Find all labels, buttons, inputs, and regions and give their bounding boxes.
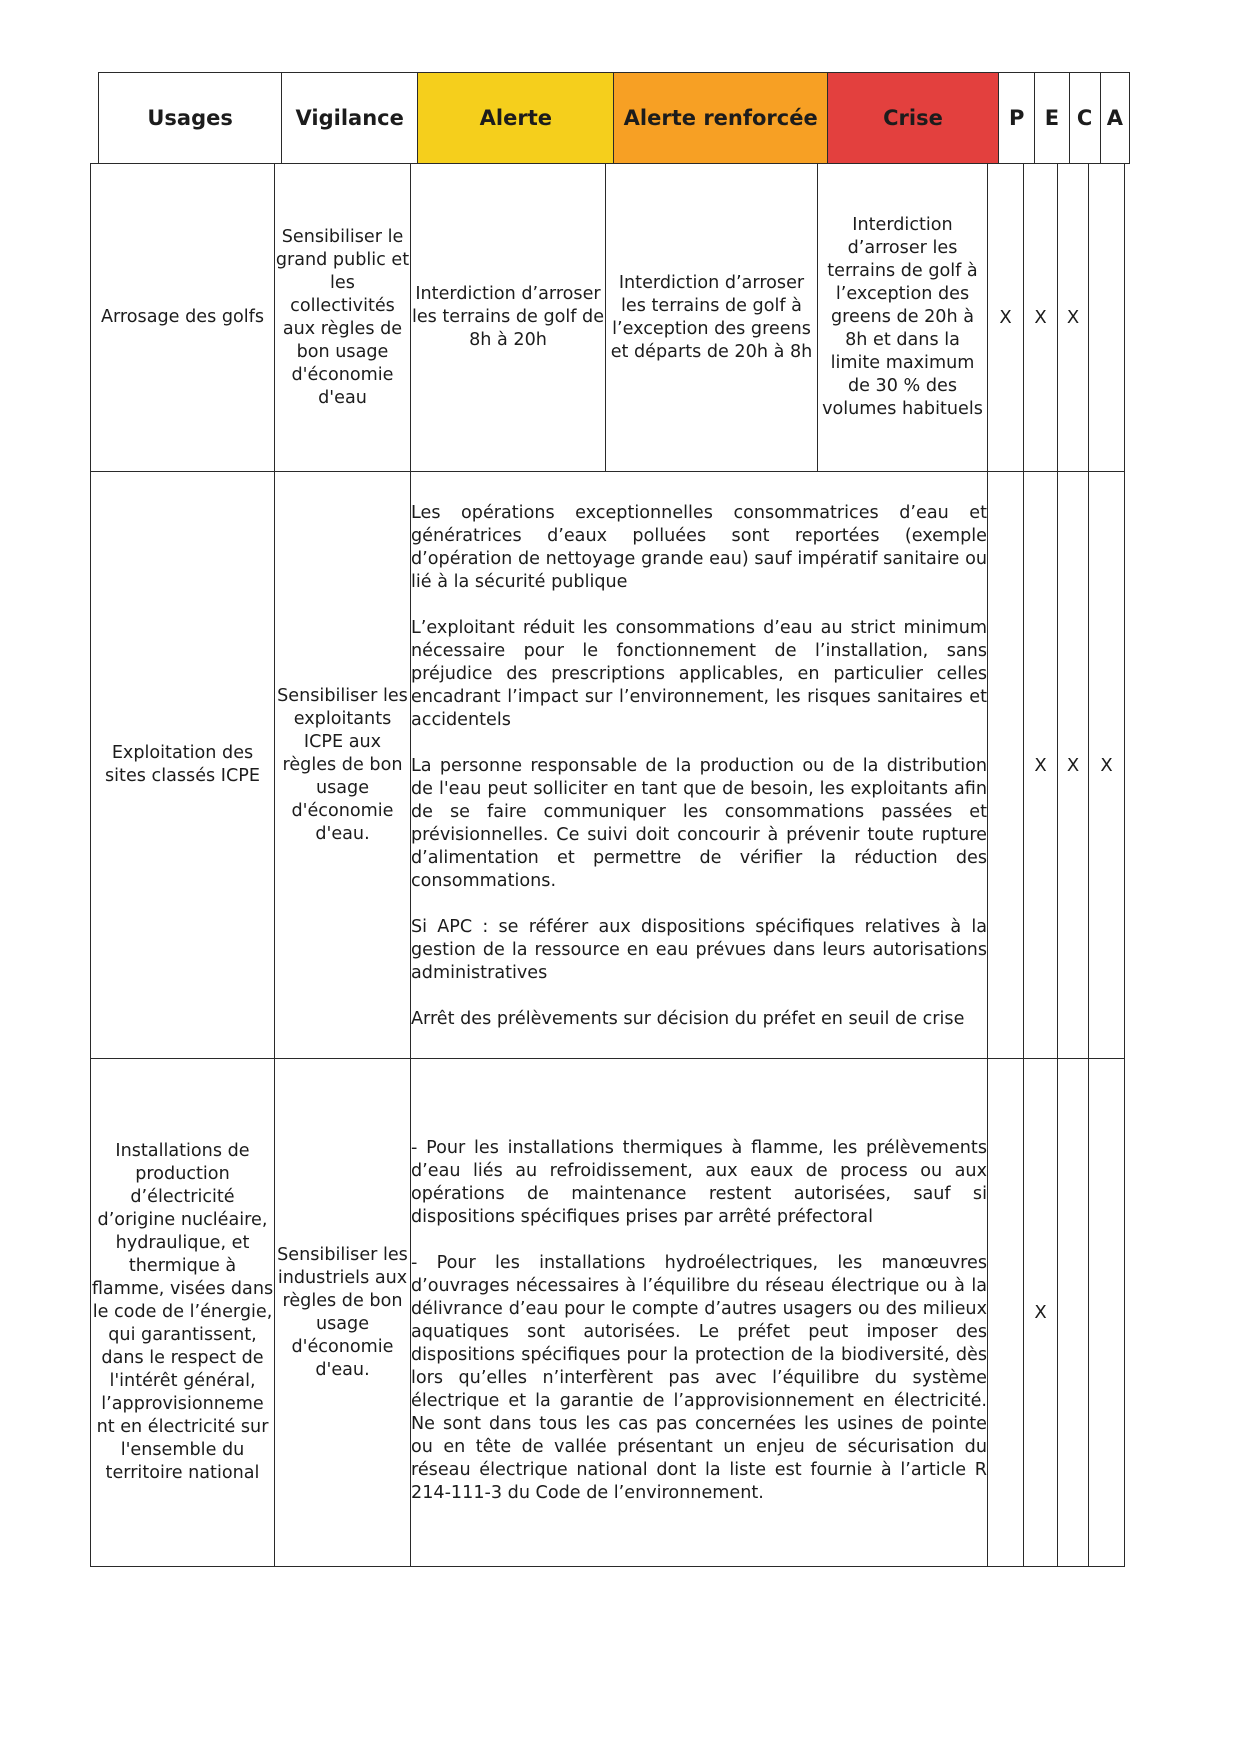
- header-a: A: [1100, 73, 1129, 164]
- measure-paragraph: L’exploitant réduit les consommations d’eau au strict minimum nécessaire pour le fonctionnement de l’installation, sans préjudice des prescriptions applicables, en particulier celles encadrant l’impact sur l’environnement, les risques sanitaires et accidentels: [411, 618, 987, 730]
- a-mark: X: [1089, 472, 1125, 1059]
- table-row-electricite: [91, 1059, 1125, 1567]
- e-mark: X: [1024, 164, 1058, 472]
- measure-paragraph: - Pour les installations thermiques à flamme, les prélèvements d’eau liés au refroidissement, aux eaux de process ou aux opérations de maintenance restent autorisées, sauf si dispositions spécifiques prises par arrêté préfectoral: [411, 1138, 987, 1227]
- p-mark: [988, 1059, 1024, 1567]
- e-mark: X: [1024, 1059, 1058, 1567]
- header-alerte: Alerte: [418, 73, 614, 164]
- measure-paragraph: Les opérations exceptionnelles consommatrices d’eau et génératrices d’eaux polluées sont reportées (exemple d’opération de nettoyage grande eau) sauf impératif sanitaire ou lié à la sécurité publique: [411, 503, 987, 592]
- c-mark: X: [1058, 164, 1089, 472]
- alerte-renforcee-cell: Interdiction d’arroser les terrains de golf à l’exception des greens et départs de 20h à 8h: [606, 164, 818, 472]
- header-table: [98, 72, 1130, 164]
- crise-cell: Interdiction d’arroser les terrains de golf à l’exception des greens de 20h à 8h et dans la limite maximum de 30 % des volumes habituels: [818, 164, 988, 472]
- header-p: P: [999, 73, 1035, 164]
- c-mark: X: [1058, 472, 1089, 1059]
- table-row-icpe: [91, 472, 1125, 1059]
- header-e: E: [1035, 73, 1069, 164]
- measures-table: [90, 163, 1125, 1567]
- usage-cell: Arrosage des golfs: [91, 164, 275, 472]
- vigilance-cell: Sensibiliser les industriels aux règles de bon usage d'économie d'eau.: [275, 1059, 411, 1567]
- vigilance-cell: Sensibiliser les exploitants ICPE aux règles de bon usage d'économie d'eau.: [275, 472, 411, 1059]
- vigilance-cell: Sensibiliser le grand public et les collectivités aux règles de bon usage d'économie d'eau: [275, 164, 411, 472]
- a-mark: [1089, 1059, 1125, 1567]
- e-mark: X: [1024, 472, 1058, 1059]
- usage-cell: Installations de production d’électricité d’origine nucléaire, hydraulique, et thermique à flamme, visées dans le code de l’énergie, qui garantissent, dans le respect de l'intérêt général, l’approvisionneme nt en électricité sur l'ensemble du territoire national: [91, 1059, 275, 1567]
- a-mark: [1089, 164, 1125, 472]
- header-vigilance: Vigilance: [282, 73, 418, 164]
- p-mark: X: [988, 164, 1024, 472]
- measure-paragraph: La personne responsable de la production ou de la distribution de l'eau peut solliciter en tant que de besoin, les exploitants afin de se faire communiquer les consommations passées et prévisionnelles. Ce suivi doit concourir à prévenir toute rupture d’alimentation et permettre de vérifier la réduction des consommations.: [411, 756, 987, 891]
- measures-cell: [411, 472, 988, 1059]
- header-crise: Crise: [827, 73, 998, 164]
- measure-paragraph: Si APC : se référer aux dispositions spécifiques relatives à la gestion de la ressource en eau prévues dans leurs autorisations administratives: [411, 917, 987, 983]
- table-row-golfs: [91, 164, 1125, 472]
- header-c: C: [1069, 73, 1100, 164]
- measures-cell: [411, 1059, 988, 1567]
- p-mark: [988, 472, 1024, 1059]
- c-mark: [1058, 1059, 1089, 1567]
- measure-paragraph: Arrêt des prélèvements sur décision du préfet en seuil de crise: [411, 1009, 965, 1029]
- alerte-cell: Interdiction d’arroser les terrains de golf de 8h à 20h: [411, 164, 606, 472]
- measure-paragraph: - Pour les installations hydroélectriques, les manœuvres d’ouvrages nécessaires à l’équilibre du réseau électrique ou à la délivrance d’eau pour le compte d’autres usagers ou des milieux aquatiques sont autorisées. Le préfet peut imposer des dispositions spécifiques pour la protection de la biodiversité, dès lors qu’elles n’interfèrent pas avec l’équilibre du système électrique et la garantie de l’approvisionnement en électricité. Ne sont dans tous les cas pas concernées les usines de pointe ou en tête de vallée présentant un enjeu de sécurisation du réseau électrique national dont la liste est fournie à l’article R 214-111-3 du Code de l’environnement.: [411, 1253, 987, 1503]
- header-usages: Usages: [99, 73, 282, 164]
- usage-cell: Exploitation des sites classés ICPE: [91, 472, 275, 1059]
- header-alerte-renforcee: Alerte renforcée: [614, 73, 827, 164]
